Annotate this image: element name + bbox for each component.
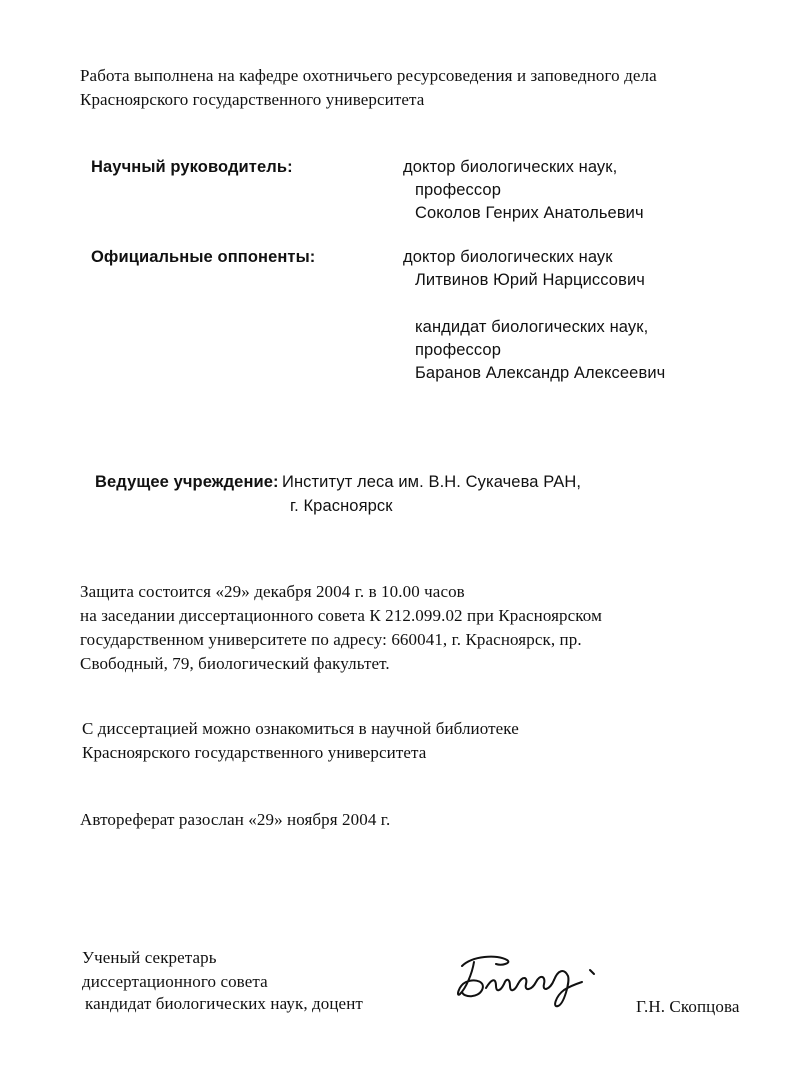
supervisor-line: доктор биологических наук, [403,158,618,176]
opponents-label: Официальные оппоненты: [91,248,316,266]
opponent-1-name: Литвинов Юрий Нарциссович [415,271,645,289]
secretary-name: Г.Н. Скопцова [636,997,740,1016]
library-line-1: С диссертацией можно ознакомиться в научной библиотеке [82,719,519,738]
leading-org-label: Ведущее учреждение: [95,473,279,491]
secretary-title: Ученый секретарь [82,948,217,967]
defense-line-3: государственном университете по адресу: 660041, г. Красноярск, пр. [80,630,582,649]
supervisor-label: Научный руководитель: [91,158,293,176]
leading-org-name: Институт леса им. В.Н. Сукачева РАН, [282,473,582,491]
opponent-2-name: Баранов Александр Алексеевич [415,364,666,382]
supervisor-line: профессор [415,181,501,199]
intro-line-2: Красноярского государственного университета [80,90,425,109]
supervisor-name: Соколов Генрих Анатольевич [415,204,644,222]
opponent-2-line: профессор [415,341,501,359]
abstract-sent-date: Автореферат разослан «29» ноября 2004 г. [80,810,391,829]
opponent-2-line: кандидат биологических наук, [415,318,649,336]
defense-line-1: Защита состоится «29» декабря 2004 г. в 10.00 часов [80,582,465,601]
intro-line-1: Работа выполнена на кафедре охотничьего ресурсоведения и заповедного дела [80,66,657,85]
opponent-1-line: доктор биологических наук [403,248,613,266]
defense-line-4: Свободный, 79, биологический факультет. [80,654,390,673]
secretary-title: диссертационного совета [82,972,268,991]
defense-line-2: на заседании диссертационного совета К 212.099.02 при Красноярском [80,606,602,625]
leading-org-city: г. Красноярск [290,497,393,515]
library-line-2: Красноярского государственного университета [82,743,427,762]
secretary-title: кандидат биологических наук, доцент [85,994,363,1013]
signature [452,948,622,1010]
